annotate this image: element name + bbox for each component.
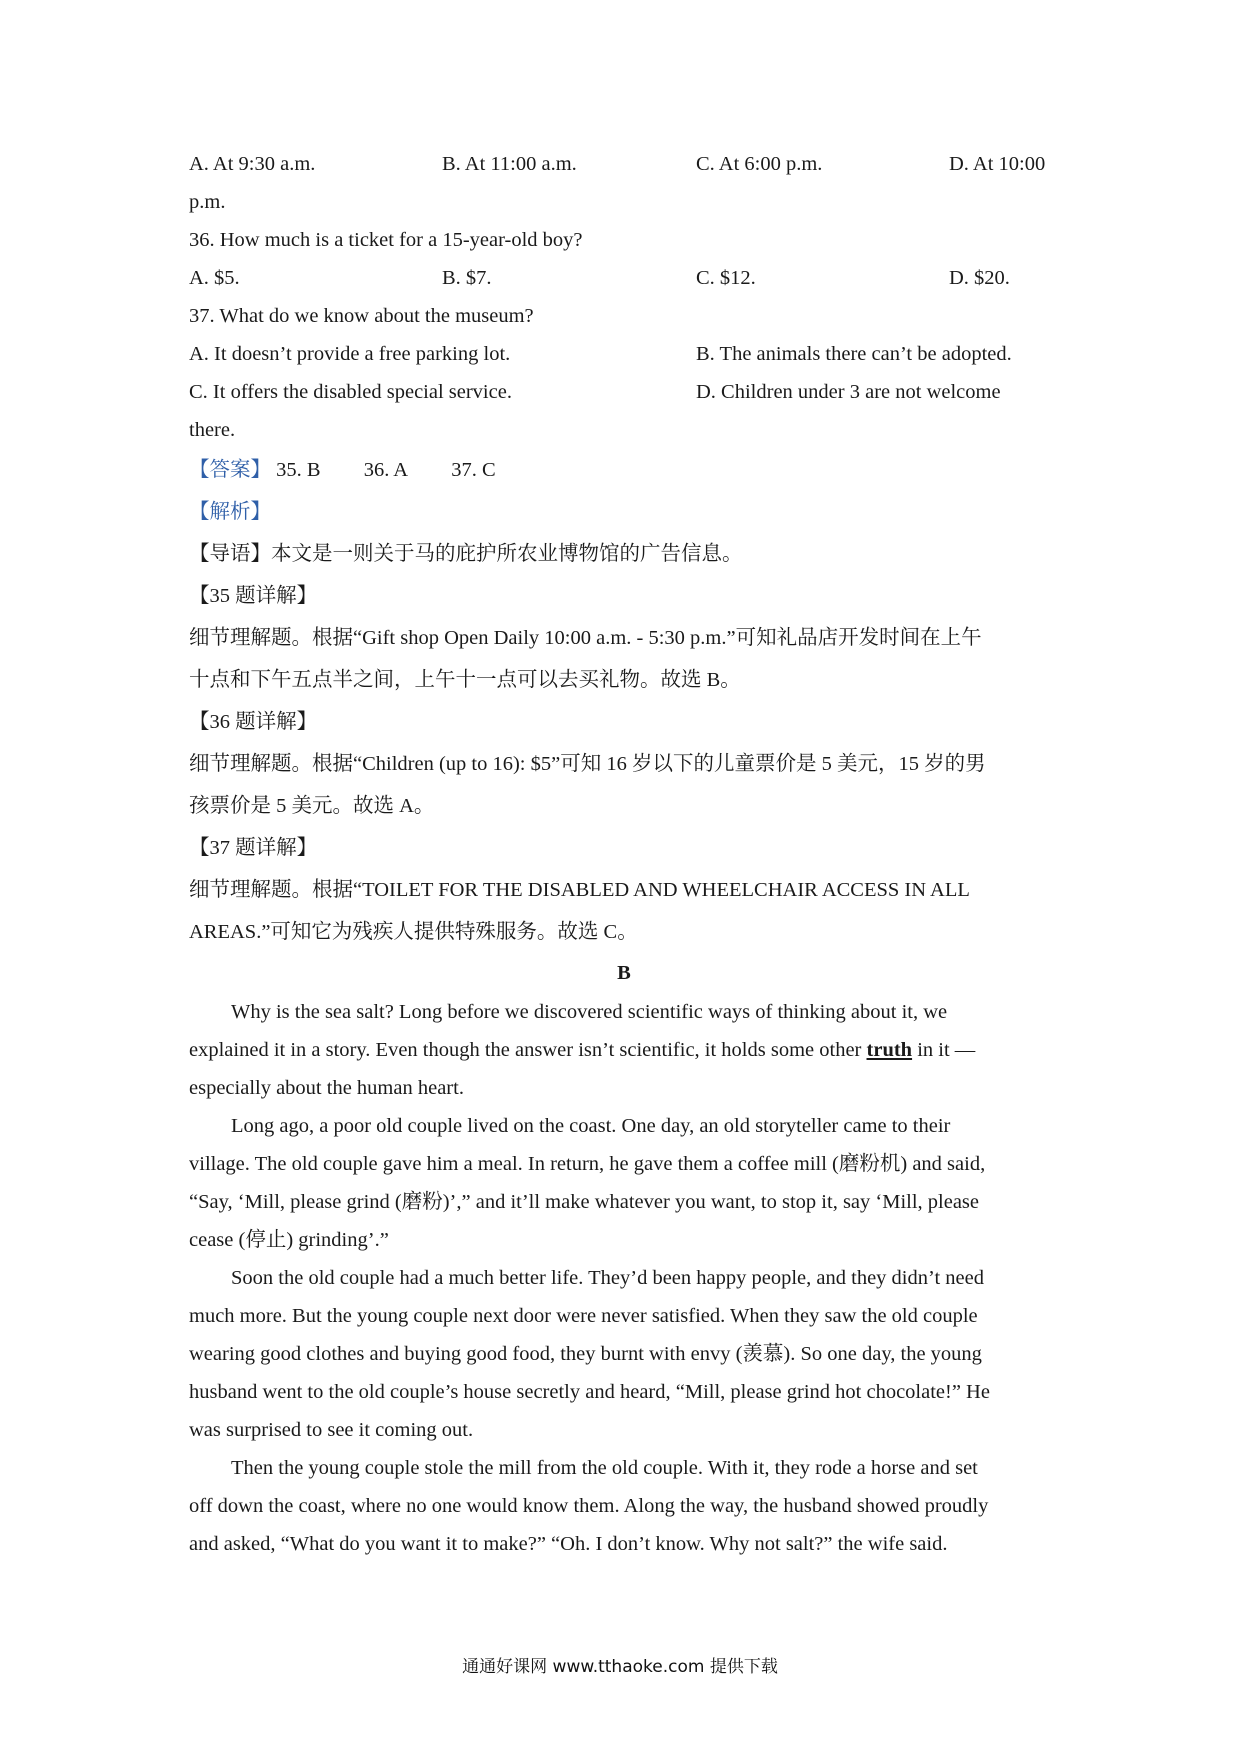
p4-line-2: off down the coast, where no one would know them. Along the way, the husband showed proudly [189,1495,989,1517]
answer-tag: 【答案】 [189,459,271,481]
q36-option-d: D. $20. [949,267,1010,289]
q37-option-d-wrap: there. [189,419,236,441]
p3-line-4: husband went to the old couple’s house secretly and heard, “Mill, please grind hot chocolate!” He [189,1381,990,1403]
document-page [189,145,1059,1563]
q35-option-c: C. At 6:00 p.m. [696,153,823,175]
paragraph-1 [189,993,1059,1107]
paragraph-4 [189,1449,1059,1563]
p3-line-5: was surprised to see it coming out. [189,1419,474,1441]
analysis-tag: 【解析】 [189,501,271,523]
p4-line-1: Then the young couple stole the mill from the old couple. With it, they rode a horse and set [231,1457,978,1479]
answer-35: 35. B [276,459,321,481]
q37-options-row1 [189,335,1059,373]
answer-37: 37. C [451,459,496,481]
p2-line-1: Long ago, a poor old couple lived on the coast. One day, an old storyteller came to their [231,1115,951,1137]
p2-line-2: village. The old couple gave him a meal. In return, he gave them a coffee mill (磨粉机) and said, [189,1153,986,1175]
d36-line-1: 细节理解题。根据“Children (up to 16): $5”可知 16 岁以下的儿童票价是 5 美元，15 岁的男 [189,753,986,775]
section-heading-b: B [617,962,631,984]
q35-option-a: A. At 9:30 a.m. [189,153,316,175]
q36-option-c: C. $12. [696,267,756,289]
answer-36: 36. A [363,459,409,481]
q37-question: 37. What do we know about the museum? [189,305,534,327]
q37-options-row2 [189,373,1059,411]
d37-title: 【37 题详解】 [189,837,318,859]
q35-option-b: B. At 11:00 a.m. [442,153,577,175]
d36-title: 【36 题详解】 [189,711,318,733]
paragraph-3 [189,1259,1059,1449]
q37-option-a: A. It doesn’t provide a free parking lot. [189,343,511,365]
d35-line-1: 细节理解题。根据“Gift shop Open Daily 10:00 a.m. - 5:30 p.m.”可知礼品店开发时间在上午 [189,627,982,649]
d35-title: 【35 题详解】 [189,585,318,607]
q35-option-d: D. At 10:00 [949,153,1046,175]
q35-option-d-wrap: p.m. [189,191,226,213]
p4-line-3: and asked, “What do you want it to make?” “Oh. I don’t know. Why not salt?” the wife said. [189,1533,948,1555]
q35-options [189,145,1059,183]
q37-option-c: C. It offers the disabled special service. [189,381,512,403]
p1-line-2c: in it — [912,1039,976,1061]
p1-line-2 [189,1031,1059,1069]
q36-options [189,259,1059,297]
p1-line-1: Why is the sea salt? Long before we discovered scientific ways of thinking about it, we [231,1001,948,1023]
d37-line-1: 细节理解题。根据“TOILET FOR THE DISABLED AND WHEELCHAIR ACCESS IN ALL [189,879,970,901]
q37-option-d: D. Children under 3 are not welcome [696,381,1001,403]
p2-line-3: “Say, ‘Mill, please grind (磨粉)’,” and it’ll make whatever you want, to stop it, say ‘Mill, please [189,1191,980,1213]
page-footer: 通通好课网 www.tthaoke.com 提供下载 [462,1657,778,1677]
d37-line-2: AREAS.”可知它为残疾人提供特殊服务。故选 C。 [189,921,638,943]
intro-line: 【导语】本文是一则关于马的庇护所农业博物馆的广告信息。 [189,543,743,565]
q37-option-b: B. The animals there can’t be adopted. [696,343,1012,365]
p1-line-3: especially about the human heart. [189,1077,464,1099]
q36-option-b: B. $7. [442,267,492,289]
d36-line-2: 孩票价是 5 美元。故选 A。 [189,795,435,817]
p1-line-2a: explained it in a story. Even though the answer isn’t scientific, it holds some other [189,1039,867,1061]
q36-option-a: A. $5. [189,267,240,289]
q36-question: 36. How much is a ticket for a 15-year-old boy? [189,229,583,251]
answer-line [189,449,1059,491]
p3-line-2: much more. But the young couple next door were never satisfied. When they saw the old couple [189,1305,978,1327]
paragraph-2 [189,1107,1059,1259]
p2-line-4: cease (停止) grinding’.” [189,1229,389,1251]
p3-line-3: wearing good clothes and buying good food, they burnt with envy (羡慕). So one day, the young [189,1343,982,1365]
d35-line-2: 十点和下午五点半之间，上午十一点可以去买礼物。故选 B。 [189,669,741,691]
truth-word: truth [866,1039,913,1061]
p3-line-1: Soon the old couple had a much better life. They’d been happy people, and they didn’t need [231,1267,984,1289]
